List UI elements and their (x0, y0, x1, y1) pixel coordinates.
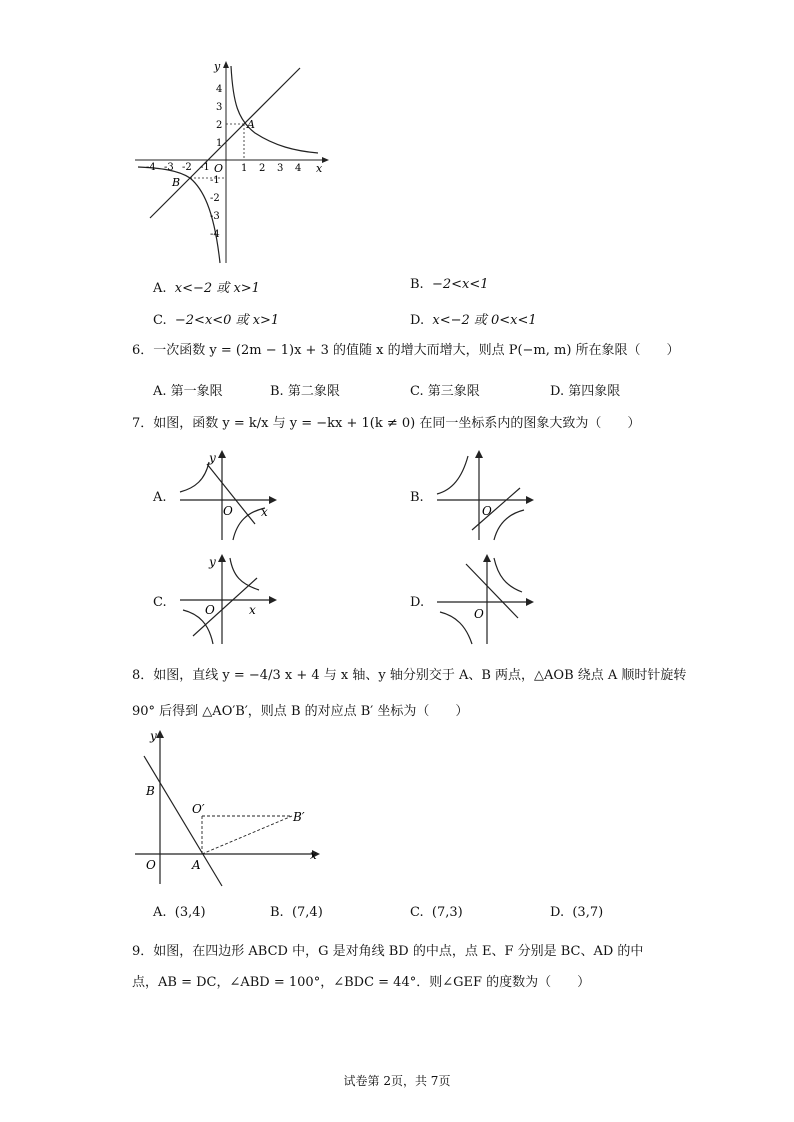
q7-option-a-letter[interactable]: A. (153, 490, 167, 505)
q7-option-c-letter[interactable]: C. (153, 595, 167, 610)
y-axis-label: y (150, 729, 157, 743)
y-axis-arrow (223, 61, 229, 68)
x-tick: -4 (146, 162, 156, 173)
q5-option-d[interactable]: D. x<−2 或 0<x<1 (410, 313, 537, 328)
option-text: x<−2 或 0<x<1 (432, 313, 537, 328)
q5-option-a[interactable]: A. x<−2 或 x>1 (153, 281, 260, 296)
q7-graph-a[interactable] (175, 448, 280, 544)
q5-option-c[interactable]: C. −2<x<0 或 x>1 (153, 313, 280, 328)
x-axis-arrow (322, 157, 329, 163)
x-tick: -1 (200, 162, 210, 173)
origin-label: O (214, 162, 224, 175)
hyperbola-branch-1 (231, 66, 318, 153)
q9-stem-line2: 点，AB = DC，∠ABD = 100°，∠BDC = 44°．则∠GEF 的度数为（ ） (132, 975, 591, 990)
x-axis-label: x (261, 505, 268, 519)
origin-label: O (474, 607, 484, 621)
hyperbola-branch (494, 558, 522, 592)
q7-graph-c[interactable] (175, 552, 280, 648)
x-axis-label: x (316, 162, 323, 175)
x-axis-label: x (249, 603, 256, 617)
q8-figure (130, 722, 330, 894)
x-axis-arrow (269, 596, 277, 604)
origin-label: O (205, 603, 215, 617)
x-tick: 4 (295, 163, 302, 174)
q6-option-b[interactable]: B. 第二象限 (270, 384, 340, 399)
hyperbola-branch (180, 462, 209, 492)
x-axis-arrow (526, 496, 534, 504)
origin-label: O (146, 858, 156, 872)
q7-graph-d[interactable] (432, 552, 537, 648)
q7-stem: 7．如图，函数 y = k/x 与 y = −kx + 1(k ≠ 0) 在同一坐标系内的图象大致为（ ） (132, 416, 641, 431)
y-tick: 4 (216, 84, 223, 95)
origin-label: O (223, 504, 233, 518)
x-axis-arrow (269, 496, 277, 504)
y-axis-arrow (483, 554, 491, 562)
point-b-label: B (146, 784, 155, 798)
q6-option-a[interactable]: A. 第一象限 (153, 384, 223, 399)
point-a-label: A (247, 118, 255, 131)
q8-option-d[interactable]: D. (3,7) (550, 905, 604, 920)
y-tick: 1 (216, 138, 223, 149)
option-text: −2<x<1 (431, 277, 489, 292)
y-axis-arrow (156, 730, 164, 738)
q6-stem: 6．一次函数 y = (2m − 1)x + 3 的值随 x 的增大而增大，则点 P(−m, m) 所在象限（ ） (132, 343, 680, 358)
q7-option-b-letter[interactable]: B. (410, 490, 424, 505)
y-tick: -4 (210, 229, 220, 240)
q6-option-c[interactable]: C. 第三象限 (410, 384, 480, 399)
x-tick: -2 (182, 162, 192, 173)
y-tick: -2 (210, 193, 220, 204)
point-b-prime-label: B′ (293, 810, 305, 824)
hyperbola-branch (440, 612, 472, 644)
q8-option-b[interactable]: B. (7,4) (270, 905, 323, 920)
y-tick: 2 (216, 120, 223, 131)
y-axis-arrow (218, 450, 226, 458)
y-axis-label: y (214, 60, 221, 73)
q9-stem-line1: 9．如图，在四边形 ABCD 中，G 是对角线 BD 的中点，点 E、F 分别是 BC、AD 的中 (132, 944, 644, 959)
y-tick: 3 (216, 102, 223, 113)
y-tick: -3 (210, 211, 220, 222)
point-b-label: B (172, 176, 181, 189)
q8-stem-line2: 90° 后得到 △AO′B′，则点 B 的对应点 B′ 坐标为（ ） (132, 704, 469, 719)
q5-option-b[interactable]: B. −2<x<1 (410, 277, 489, 292)
x-tick: -3 (164, 162, 174, 173)
origin-label: O (482, 504, 492, 518)
point-o-prime-label: O′ (192, 802, 205, 816)
q7-option-d-letter[interactable]: D. (410, 595, 425, 610)
line-graph (193, 578, 257, 636)
q5-graph (130, 58, 330, 268)
x-axis-label: x (310, 848, 317, 862)
x-axis-arrow (526, 598, 534, 606)
y-axis-arrow (475, 450, 483, 458)
hyperbola-branch (494, 510, 524, 540)
y-axis-label: y (209, 555, 216, 569)
x-tick: 1 (241, 163, 248, 174)
segment-a-b-prime (202, 816, 292, 854)
y-axis-arrow (218, 554, 226, 562)
x-tick: 2 (259, 163, 266, 174)
q7-graph-b[interactable] (432, 448, 537, 544)
point-a-label: A (192, 858, 201, 872)
option-text: −2<x<0 或 x>1 (174, 313, 280, 328)
q8-option-a[interactable]: A. (3,4) (153, 905, 206, 920)
hyperbola-branch (230, 558, 259, 590)
option-text: x<−2 或 x>1 (174, 281, 260, 296)
x-tick: 3 (277, 163, 284, 174)
q6-option-d[interactable]: D. 第四象限 (550, 384, 621, 399)
y-axis-label: y (209, 451, 216, 465)
page-footer: 试卷第 2页，共 7页 (343, 1074, 451, 1088)
y-tick: -1 (210, 175, 220, 186)
q8-stem-line1: 8．如图，直线 y = −4/3 x + 4 与 x 轴、y 轴分别交于 A、B 两点，△AOB 绕点 A 顺时针旋转 (132, 668, 687, 683)
hyperbola-branch (437, 456, 468, 494)
q8-option-c[interactable]: C. (7,3) (410, 905, 463, 920)
line-graph (150, 68, 300, 218)
